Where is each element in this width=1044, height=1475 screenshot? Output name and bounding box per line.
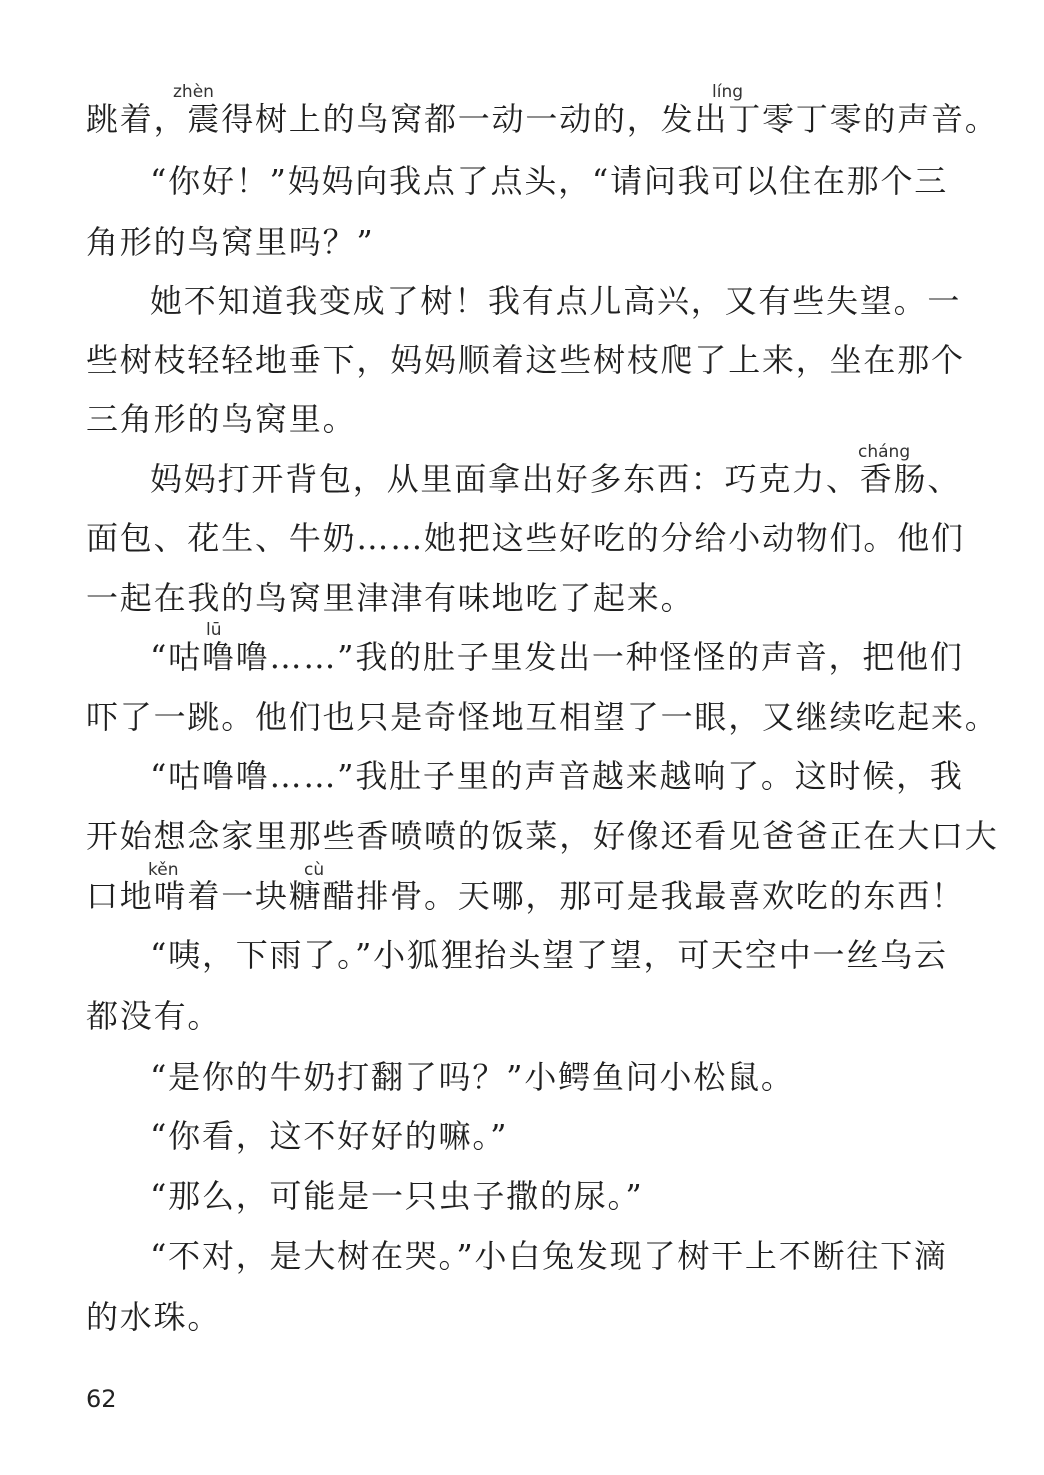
text-line: “是你的牛奶打翻了吗？”小鳄鱼问小松鼠。: [150, 1058, 795, 1096]
text-line: 角形的鸟窝里吗？”: [86, 223, 375, 261]
pinyin-ling: líng: [712, 82, 744, 102]
text-line: 她不知道我变成了树！我有点儿高兴，又有些失望。一: [150, 282, 962, 320]
text-line: “不对，是大树在哭。”小白兔发现了树干上不断往下滴: [150, 1237, 948, 1275]
text-line: “咦，下雨了。”小狐狸抬头望了望，可天空中一丝乌云: [150, 936, 948, 974]
text-line: 面包、花生、牛奶……她把这些好吃的分给小动物们。他们: [86, 519, 965, 557]
pinyin-cu: cù: [304, 860, 325, 880]
text-line: 开始想念家里那些香喷喷的饭菜，好像还看见爸爸正在大口大: [86, 817, 999, 855]
pinyin-chang: cháng: [858, 442, 911, 462]
text-line: 的水珠。: [86, 1298, 222, 1336]
text-line: 些树枝轻轻地垂下，妈妈顺着这些树枝爬了上来，坐在那个: [86, 341, 965, 379]
text-line: 妈妈打开背包，从里面拿出好多东西：巧克力、香肠、: [150, 460, 962, 498]
pinyin-zhen: zhèn: [173, 82, 214, 102]
text-line: “咕噜噜……”我的肚子里发出一种怪怪的声音，把他们: [150, 638, 964, 676]
text-line: 口地啃着一块糖醋排骨。天哪，那可是我最喜欢吃的东西！: [86, 877, 965, 915]
text-line: 一起在我的鸟窝里津津有味地吃了起来。: [86, 579, 695, 617]
text-line: “你好！”妈妈向我点了点头，“请问我可以住在那个三: [150, 162, 949, 200]
text-line: “那么，可能是一只虫子撒的尿。”: [150, 1177, 644, 1215]
text-line: 都没有。: [86, 997, 222, 1035]
page-number: 62: [86, 1385, 117, 1413]
pinyin-ken: kěn: [148, 860, 179, 880]
pinyin-lu: lū: [206, 620, 222, 640]
text-line: 三角形的鸟窝里。: [86, 400, 357, 438]
text-line: 吓了一跳。他们也只是奇怪地互相望了一眼，又继续吃起来。: [86, 698, 999, 736]
text-line: 跳着，震得树上的鸟窝都一动一动的，发出丁零丁零的声音。: [86, 100, 999, 138]
text-line: “咕噜噜……”我肚子里的声音越来越响了。这时候，我: [150, 757, 964, 795]
text-line: “你看，这不好好的嘛。”: [150, 1117, 509, 1155]
